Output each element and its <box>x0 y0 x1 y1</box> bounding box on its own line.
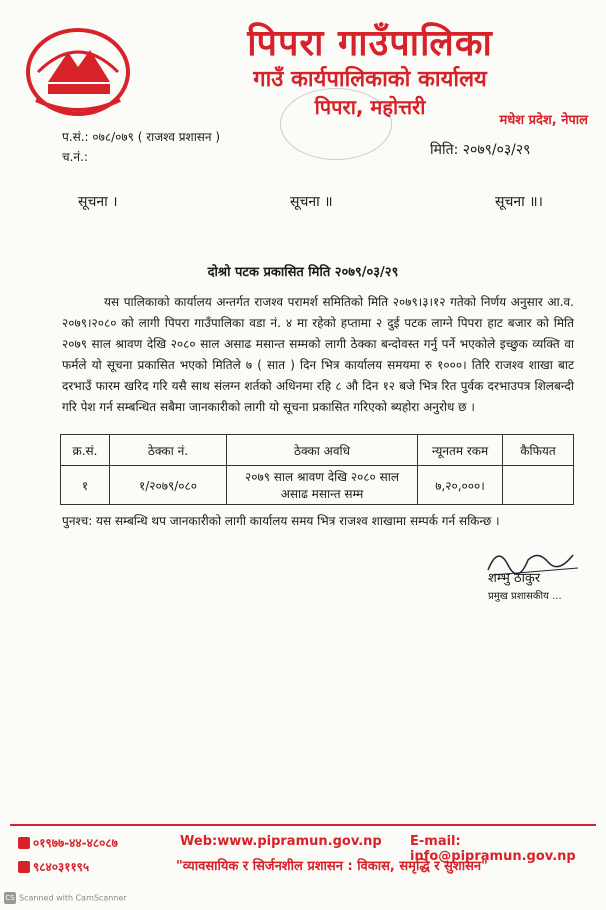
footer-phone <box>18 834 118 851</box>
footer-email[interactable]: E-mail: info@pipramun.gov.np <box>410 834 576 864</box>
mobile-text: ९८४०३११९५ <box>33 860 90 874</box>
contract-table <box>60 434 574 505</box>
office-location: पिपरा, महोत्तरी <box>314 95 426 119</box>
cell-remarks <box>503 466 574 505</box>
cell-min-amount: ७,२०,०००। <box>418 466 503 505</box>
office-name: गाउँ कार्यपालिकाको कार्यालय <box>253 67 487 92</box>
col-min-amount: न्यूनतम रकम <box>418 435 503 466</box>
col-remarks: कैफियत <box>503 435 574 466</box>
table-row <box>61 466 574 505</box>
municipality-title: पिपरा गाउँपालिका <box>247 23 493 64</box>
notice-label-3: सूचना ॥। <box>495 194 543 210</box>
table-header-row <box>61 435 574 466</box>
phone-icon <box>18 837 30 849</box>
cell-serial: १ <box>61 466 110 505</box>
dispatch-number: च.नं.: <box>62 150 88 164</box>
document-date: मिति: २०७९/०३/२९ <box>430 142 531 158</box>
cell-contract-no: १/२०७९/०८० <box>110 466 227 505</box>
notice-label-2: सूचना ॥ <box>290 194 333 210</box>
scanner-text: Scanned with CamScanner <box>19 893 127 903</box>
col-contract-no: ठेक्का नं. <box>110 435 227 466</box>
footer-mobile <box>18 858 89 875</box>
postscript: पुनश्च: यस सम्बन्धि थप जानकारीको लागी कार्यालय समय भित्र राजश्व शाखामा सम्पर्क गर्न सकिन्छ । <box>62 514 500 528</box>
footer-website[interactable]: Web:www.pipramun.gov.np <box>180 834 382 849</box>
scanner-watermark <box>4 892 127 904</box>
footer-slogan: "व्यावसायिक र सिर्जनशील प्रशासन : विकास, समृद्धि र सुशासन" <box>176 859 488 874</box>
notice-label-1: सूचना । <box>78 194 118 210</box>
region-label: मधेश प्रदेश, नेपाल <box>499 113 588 128</box>
mobile-icon <box>18 861 30 873</box>
signatory-designation: प्रमुख प्रशासकीय ... <box>488 591 562 602</box>
col-serial: क्र.सं. <box>61 435 110 466</box>
reference-number: प.सं.: ०७८/०७९ ( राजश्व प्रशासन ) <box>62 130 221 144</box>
office-seal <box>280 88 392 160</box>
notice-heading: दोश्रो पटक प्रकासित मिति २०७९/०३/२९ <box>207 265 399 280</box>
camscanner-icon: CS <box>5 894 15 902</box>
cell-period: २०७९ साल श्रावण देखि २०८० साल असाढ मसान्त सम्म <box>227 466 418 505</box>
col-period: ठेक्का अवधि <box>227 435 418 466</box>
footer-divider <box>10 824 596 826</box>
phone-text: ०१९७७-४४-४८०८७ <box>33 836 118 850</box>
nepal-emblem-icon <box>18 22 138 122</box>
notice-body: यस पालिकाको कार्यालय अन्तर्गत राजश्व परामर्श समितिको मिति २०७९।३।१२ गतेको निर्णय अनुसार आ.व. २०७९।२०८० को लागी पिपरा गाउँपालिका वडा नं. ४ मा रहेको हप्तामा २ दुई पटक लाग्ने पिपरा हाट बजार को मिति २०७९ साल श्रावण देखि २०८० साल असाढ मसान्त सम्मको लागी ठेक्का बन्दोवस्त गर्नु पर्ने भएकोले इच्छुक व्यक्ति वा फर्मले यो सूचना प्रकासित भएको मितिले ७ ( सात ) दिन भित्र कार्यालय समयमा रु १०००। तिरि राजश्व शाखा बाट दरभाउँ फारम खरिद गरि यसै साथ संलग्न शर्तको अधिनमा रहि ८ औ दिन १२ बजे भित्र रित पुर्वक दरभाउपत्र शिलबन्दी गरि पेश गर्न सम्बन्धित सबैमा जानकारीको लागी यो सूचना प्रकासित गरिएको ब्यहोरा अनुरोध छ । <box>62 295 574 414</box>
signatory-name: शम्भु ठाकुर <box>488 571 541 586</box>
